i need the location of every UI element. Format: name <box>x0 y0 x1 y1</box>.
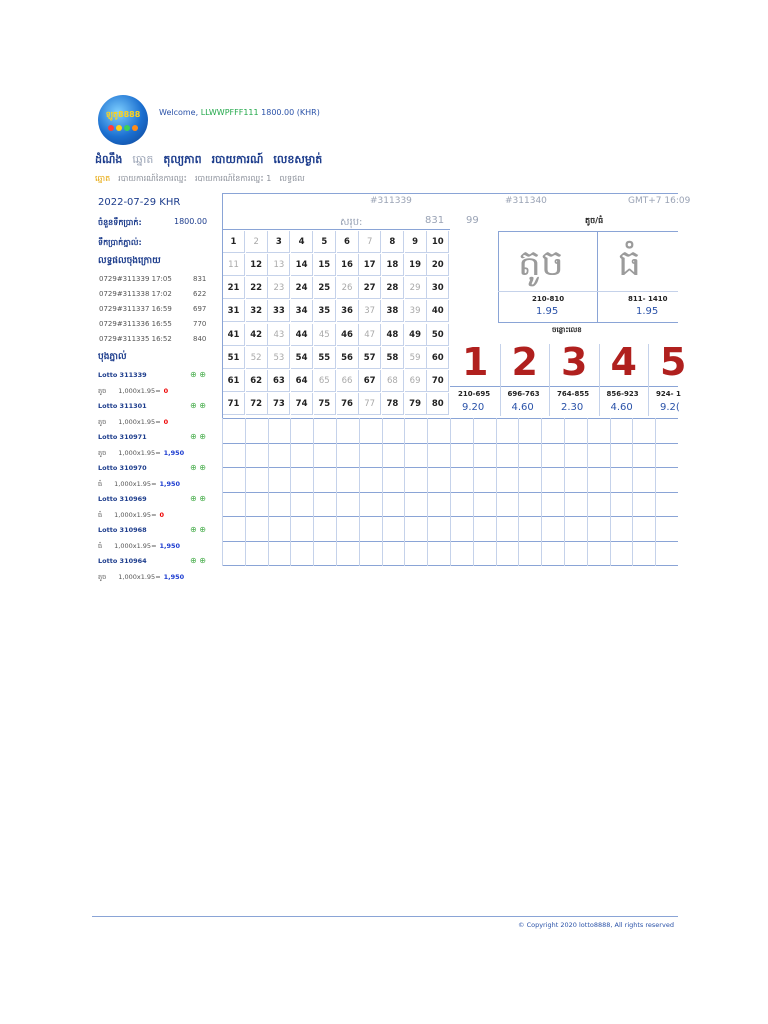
history-value: 831 <box>193 275 207 283</box>
digit-option[interactable]: 5 <box>660 340 687 384</box>
number-cell[interactable]: 41 <box>223 324 245 346</box>
bet-title[interactable]: Lotto 310968 <box>98 526 147 534</box>
history-draw: 0729#311335 16:52 <box>99 335 172 343</box>
number-cell[interactable]: 49 <box>405 324 427 346</box>
number-cell[interactable]: 46 <box>337 324 359 346</box>
number-cell[interactable]: 39 <box>405 300 427 322</box>
bet-calc: 1,000x1.95= <box>118 449 161 457</box>
bet-title[interactable]: Lotto 310971 <box>98 433 147 441</box>
number-cell[interactable]: 31 <box>223 300 245 322</box>
number-cell[interactable]: 5 <box>314 231 336 253</box>
number-cell[interactable]: 63 <box>268 370 290 392</box>
bet-action-icons[interactable]: ⊕ ⊕ <box>190 556 206 565</box>
grid-col-line <box>518 418 519 566</box>
digit-option[interactable]: 4 <box>610 340 637 384</box>
digit-option[interactable]: 2 <box>511 340 538 384</box>
grid-col-line <box>359 418 360 566</box>
number-cell[interactable]: 52 <box>246 347 268 369</box>
grid-col-line <box>382 418 383 566</box>
number-cell[interactable]: 24 <box>291 277 313 299</box>
grid-col-line <box>313 418 314 566</box>
number-cell[interactable]: 72 <box>246 393 268 415</box>
balance-label: ចំនួនទឹកប្រាក់: <box>98 218 142 227</box>
number-cell[interactable]: 11 <box>223 254 245 276</box>
digit-divider <box>549 344 550 416</box>
number-cell[interactable]: 76 <box>337 393 359 415</box>
nav-item-news[interactable]: ដំណឹង <box>95 153 123 166</box>
digit-odds: 4.60 <box>610 402 633 413</box>
number-cell[interactable]: 27 <box>359 277 381 299</box>
subnav-item-win-report[interactable]: របាយការណ៍នៃការឈ្នះ <box>118 174 187 183</box>
welcome-label: Welcome, <box>159 108 199 117</box>
number-cell[interactable]: 77 <box>359 393 381 415</box>
recent-results-label: លទ្ធផលចុងក្រោយ <box>98 256 161 266</box>
history-draw: 0729#311337 16:59 <box>99 305 172 313</box>
number-cell[interactable]: 3 <box>268 231 290 253</box>
number-cell[interactable]: 29 <box>405 277 427 299</box>
bet-calc: 1,000x1.95= <box>114 480 157 488</box>
number-cell[interactable]: 7 <box>359 231 381 253</box>
digit-option[interactable]: 1 <box>462 340 489 384</box>
number-cell[interactable]: 21 <box>223 277 245 299</box>
main-nav <box>95 153 322 169</box>
bet-action-icons[interactable]: ⊕ ⊕ <box>190 370 206 379</box>
bet-calc: 1,000x1.95= <box>114 511 157 519</box>
nav-item-report[interactable]: របាយការណ៍ <box>211 153 264 166</box>
digit-line <box>450 386 678 387</box>
bet-kind: តូច <box>98 418 107 426</box>
previous-draw-number: #311339 <box>370 196 412 206</box>
logo-balls <box>108 125 138 131</box>
grid-col-line <box>427 418 428 566</box>
number-cell[interactable]: 60 <box>427 347 449 369</box>
bet-calc: 1,000x1.95= <box>118 418 161 426</box>
number-cell[interactable]: 25 <box>314 277 336 299</box>
number-cell[interactable]: 68 <box>382 370 404 392</box>
number-cell[interactable]: 66 <box>337 370 359 392</box>
number-cell[interactable]: 38 <box>382 300 404 322</box>
grid-col-line <box>473 418 474 566</box>
number-cell[interactable]: 55 <box>314 347 336 369</box>
bet-line <box>98 480 180 490</box>
number-cell[interactable]: 57 <box>359 347 381 369</box>
number-cell[interactable]: 64 <box>291 370 313 392</box>
number-cell[interactable]: 80 <box>427 393 449 415</box>
number-cell[interactable]: 35 <box>314 300 336 322</box>
big-odds: 1.95 <box>636 306 659 317</box>
bet-action-icons[interactable]: ⊕ ⊕ <box>190 401 206 410</box>
history-value: 622 <box>193 290 207 298</box>
number-cell[interactable]: 9 <box>405 231 427 253</box>
history-value: 697 <box>193 305 207 313</box>
digit-option[interactable]: 3 <box>561 340 588 384</box>
small-big-divider <box>597 231 598 323</box>
bet-kind: ធំ <box>98 480 103 488</box>
number-cell[interactable]: 13 <box>268 254 290 276</box>
number-cell[interactable]: 62 <box>246 370 268 392</box>
number-cell[interactable]: 1 <box>223 231 245 253</box>
history-value: 840 <box>193 335 207 343</box>
bet-line <box>98 418 168 428</box>
bet-line <box>98 449 184 459</box>
grid-col-line <box>450 418 451 566</box>
small-range: 210-810 <box>532 295 565 303</box>
bet-kind: ធំ <box>98 542 103 550</box>
bet-action-icons[interactable]: ⊕ ⊕ <box>190 463 206 472</box>
number-cell[interactable]: 40 <box>427 300 449 322</box>
subnav-item-results[interactable]: លទ្ធផល <box>279 174 305 183</box>
number-cell[interactable]: 16 <box>337 254 359 276</box>
bet-line <box>98 573 184 583</box>
digit-range: 210-695 <box>458 390 491 398</box>
bet-title[interactable]: Lotto 310964 <box>98 557 147 565</box>
digit-odds: 9.2( <box>660 402 680 413</box>
bet-title[interactable]: Lotto 311339 <box>98 371 147 379</box>
digit-odds: 2.30 <box>561 402 584 413</box>
number-cell[interactable]: 70 <box>427 370 449 392</box>
small-option[interactable]: តូច <box>518 243 564 284</box>
bet-line <box>98 511 164 521</box>
digit-range: 924- 1 <box>656 390 681 398</box>
number-cell[interactable]: 45 <box>314 324 336 346</box>
small-odds: 1.95 <box>536 306 559 317</box>
number-cell[interactable]: 28 <box>382 277 404 299</box>
number-cell[interactable]: 12 <box>246 254 268 276</box>
subnav-item-win-report-1[interactable]: របាយការណ៍នៃការឈ្នះ 1 <box>194 174 272 183</box>
number-cell[interactable]: 6 <box>337 231 359 253</box>
grid-col-line <box>564 418 565 566</box>
bet-kind: តូច <box>98 573 107 581</box>
digit-range: 856-923 <box>606 390 639 398</box>
bet-kind: តូច <box>98 387 107 395</box>
number-cell[interactable]: 47 <box>359 324 381 346</box>
number-cell[interactable]: 15 <box>314 254 336 276</box>
number-cell[interactable]: 48 <box>382 324 404 346</box>
grid-col-line <box>245 418 246 566</box>
number-cell[interactable]: 69 <box>405 370 427 392</box>
footer-divider <box>92 916 678 917</box>
bet-result: 1,950 <box>159 480 181 488</box>
logo-text: ឡូតូ8888 <box>105 110 141 119</box>
sum-value: 831 <box>425 215 445 226</box>
grid-col-line <box>655 418 656 566</box>
bet-action-icons[interactable]: ⊕ ⊕ <box>190 494 206 503</box>
number-cell[interactable]: 2 <box>246 231 268 253</box>
digit-odds: 4.60 <box>511 402 534 413</box>
grid-col-line <box>404 418 405 566</box>
bet-result: 1,950 <box>159 542 181 550</box>
number-cell[interactable]: 78 <box>382 393 404 415</box>
history-value: 770 <box>193 320 207 328</box>
number-cell[interactable]: 53 <box>268 347 290 369</box>
number-cell[interactable]: 65 <box>314 370 336 392</box>
number-cell[interactable]: 37 <box>359 300 381 322</box>
number-cell[interactable]: 18 <box>382 254 404 276</box>
copyright: © Copyright 2020 lotto8888, All rights reserved <box>518 921 674 929</box>
number-cell[interactable]: 71 <box>223 393 245 415</box>
grid-col-line <box>587 418 588 566</box>
number-cell[interactable]: 61 <box>223 370 245 392</box>
number-cell[interactable]: 26 <box>337 277 359 299</box>
digit-ranges-label: ចន្លោះលេខ <box>552 326 582 334</box>
bet-kind: ធំ <box>98 511 103 519</box>
number-cell[interactable]: 4 <box>291 231 313 253</box>
bet-title[interactable]: Lotto 311301 <box>98 402 147 410</box>
bet-amount-label: ទឹកប្រាក់ភ្នាល់: <box>98 238 142 247</box>
bet-line <box>98 542 180 552</box>
grid-col-line <box>222 418 223 566</box>
bet-result: 0 <box>163 387 169 395</box>
number-cell[interactable]: 43 <box>268 324 290 346</box>
bet-title[interactable]: Lotto 310969 <box>98 495 147 503</box>
nav-item-password[interactable]: លេខសម្ងាត់ <box>273 153 323 166</box>
number-cell[interactable]: 67 <box>359 370 381 392</box>
bet-result: 0 <box>163 418 169 426</box>
number-cell[interactable]: 14 <box>291 254 313 276</box>
grid-col-line <box>632 418 633 566</box>
bet-calc: 1,000x1.95= <box>118 573 161 581</box>
number-cell[interactable]: 75 <box>314 393 336 415</box>
number-cell[interactable]: 42 <box>246 324 268 346</box>
next-draw-number: #311340 <box>505 196 547 206</box>
bet-line <box>98 387 168 397</box>
board-divider <box>222 229 450 230</box>
number-cell[interactable]: 44 <box>291 324 313 346</box>
bet-result: 1,950 <box>163 449 185 457</box>
bet-action-icons[interactable]: ⊕ ⊕ <box>190 432 206 441</box>
history-draw: 0729#311338 17:02 <box>99 290 172 298</box>
site-logo[interactable] <box>98 95 148 145</box>
digit-range: 764-855 <box>557 390 590 398</box>
draw-date: 2022-07-29 KHR <box>98 197 181 208</box>
clock: GMT+7 16:09 <box>628 196 691 206</box>
number-cell[interactable]: 17 <box>359 254 381 276</box>
grid-col-line <box>496 418 497 566</box>
number-cell[interactable]: 58 <box>382 347 404 369</box>
number-cell[interactable]: 33 <box>268 300 290 322</box>
bets-label: បុងភ្នាល់ <box>98 352 127 362</box>
number-cell[interactable]: 34 <box>291 300 313 322</box>
digit-range: 696-763 <box>507 390 540 398</box>
number-cell[interactable]: 20 <box>427 254 449 276</box>
sum-extra: 99 <box>466 215 479 226</box>
subnav-item-lottery[interactable]: ឆ្នោត <box>95 174 111 183</box>
bet-kind: តូច <box>98 449 107 457</box>
grid-col-line <box>268 418 269 566</box>
number-cell[interactable]: 36 <box>337 300 359 322</box>
balance-value: 1800.00 <box>174 217 208 226</box>
number-cell[interactable]: 56 <box>337 347 359 369</box>
small-big-label: តូច/ធំ <box>585 216 604 225</box>
bet-action-icons[interactable]: ⊕ ⊕ <box>190 525 206 534</box>
bet-title[interactable]: Lotto 310970 <box>98 464 147 472</box>
number-cell[interactable]: 79 <box>405 393 427 415</box>
digit-odds: 9.20 <box>462 402 485 413</box>
number-cell[interactable]: 74 <box>291 393 313 415</box>
number-cell[interactable]: 51 <box>223 347 245 369</box>
number-cell[interactable]: 54 <box>291 347 313 369</box>
digit-divider <box>500 344 501 416</box>
grid-col-line <box>541 418 542 566</box>
header-balance: 1800.00 (KHR) <box>261 108 320 117</box>
grid-col-line <box>336 418 337 566</box>
bet-calc: 1,000x1.95= <box>118 387 161 395</box>
grid-col-line <box>290 418 291 566</box>
nav-item-lottery[interactable]: ឆ្នោត <box>132 153 154 166</box>
history-draw: 0729#311339 17:05 <box>99 275 172 283</box>
number-cell[interactable]: 59 <box>405 347 427 369</box>
sub-nav <box>95 173 305 185</box>
number-cell[interactable]: 19 <box>405 254 427 276</box>
digit-divider <box>648 344 649 416</box>
bet-result: 1,950 <box>163 573 185 581</box>
bet-result: 0 <box>159 511 165 519</box>
number-cell[interactable]: 30 <box>427 277 449 299</box>
grid-col-line <box>610 418 611 566</box>
number-cell[interactable]: 10 <box>427 231 449 253</box>
number-cell[interactable]: 73 <box>268 393 290 415</box>
sum-label: សរុប: <box>340 217 363 228</box>
history-draw: 0729#311336 16:55 <box>99 320 172 328</box>
number-cell[interactable]: 32 <box>246 300 268 322</box>
bet-calc: 1,000x1.95= <box>114 542 157 550</box>
nav-item-balance[interactable]: តុល្យភាព <box>163 153 202 166</box>
welcome-bar <box>159 108 320 117</box>
digit-divider <box>599 344 600 416</box>
number-cell[interactable]: 22 <box>246 277 268 299</box>
number-cell[interactable]: 50 <box>427 324 449 346</box>
number-cell[interactable]: 8 <box>382 231 404 253</box>
number-cell[interactable]: 23 <box>268 277 290 299</box>
big-option[interactable]: ធំ <box>618 243 641 284</box>
username: LLWWPFFF111 <box>200 108 259 117</box>
big-range: 811- 1410 <box>628 295 668 303</box>
